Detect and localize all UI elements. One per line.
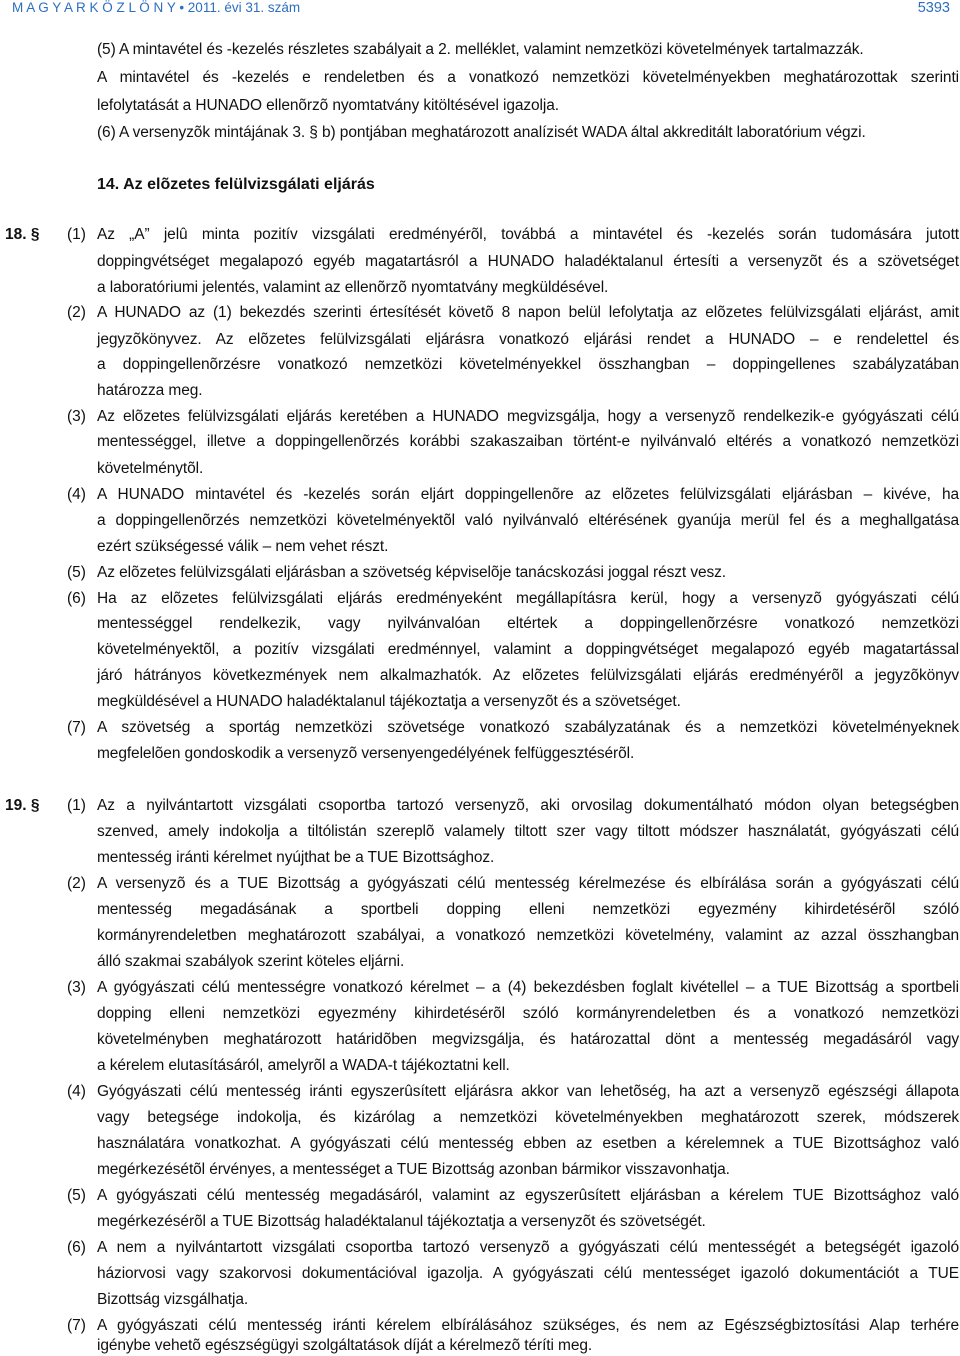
text-line: megküldésével a HUNADO haladéktalanul tájékoztatja a versenyzõt és a szövetséget.: [97, 693, 681, 710]
text-line: a laboratóriumi jelentés, valamint az ellenõrzõ nyomtatvány megküldésével.: [97, 279, 609, 296]
text-line: Bizottság vizsgálhatja.: [97, 1291, 249, 1308]
text-line: mentesség megadásának a sportbeli dopping elleni nemzetközi egyezmény kihirdetésérõl szóló: [97, 901, 959, 918]
text-line: Az „A” jelû minta pozitív vizsgálati eredményérõl, továbbá a mintavétel és -kezelés során tudomására jutott: [97, 226, 959, 243]
paragraph-number: (1): [67, 797, 86, 814]
text-line: szenved, amely indokolja a tiltólistán szereplõ valamely tiltott szer vagy tiltott módszer használatát, gyógyászati célú: [97, 823, 959, 840]
text-line: A nem a nyilvántartott vizsgálati csoportba tartozó versenyzõ a gyógyászati célú mentességét a betegségét igazoló: [97, 1239, 959, 1256]
text-line: A gyógyászati célú mentesség megadásáról, valamint az egyszerûsített eljárásban a kérelem TUE Bizottsághoz való: [97, 1187, 959, 1204]
text-line: A mintavétel és -kezelés e rendeletben és a vonatkozó nemzetközi követelményekben meghatározottak szerinti: [97, 69, 959, 86]
paragraph-number: (5): [67, 564, 86, 581]
text-line: Gyógyászati célú mentesség iránti egyszerûsített eljárásra akkor van lehetõség, ha azt a versenyzõ egészségi állapota: [97, 1083, 959, 1100]
text-line: A HUNADO mintavétel és -kezelés során eljárt doppingellenõre az elõzetes felülvizsgálati eljárásban – kivéve, ha: [97, 486, 959, 503]
text-line: a doppingellenõrzés nemzetközi követelményektõl való nyilvánvaló eltérésének gyanúja merül fel és a meghallgatása: [97, 512, 959, 529]
text-line: határozza meg.: [97, 382, 203, 399]
page-header: [12, 0, 950, 20]
text-line: követelményben meghatározott határidõben megvizsgálja, és határozattal dönt a mentesség megadásáról vagy: [97, 1031, 959, 1048]
page-number: 5393: [917, 0, 950, 16]
text-line: követelménytõl.: [97, 460, 204, 477]
text-line: A szövetség a sportág nemzetközi szövetsége vonatkozó szabályzatának és a nemzetközi követelményeknek: [97, 719, 959, 736]
text-line: járó hátrányos következmények nem alkalmazhatók. Az elõzetes felülvizsgálati eljárás eredményérõl a jegyzõkönyv: [97, 667, 959, 684]
paragraph-number: (3): [67, 979, 86, 996]
paragraph-number: (6): [67, 590, 86, 607]
paragraph-number: (2): [67, 875, 86, 892]
text-line: vagy betegsége indokolja, és kizárólag a nemzetközi követelményekben meghatározott szerek, módszerek: [97, 1109, 959, 1126]
text-line: (6) A versenyzõk mintájának 3. § b) pontjában meghatározott analízisét WADA által akkreditált laboratórium végzi.: [97, 124, 866, 141]
text-line: követelményektõl, a pozitív vizsgálati eredménnyel, valamint a doppingvétséget megalapozó egyéb magatartással: [97, 641, 959, 658]
text-line: lefolytatását a HUNADO ellenõrzõ nyomtatvány kitöltésével igazolja.: [97, 97, 559, 114]
paragraph-number: (3): [67, 408, 86, 425]
text-line: megérkezésétõl érvényes, a mentességet a TUE Bizottság azonban bármikor visszavonhatja.: [97, 1161, 730, 1178]
text-line: álló szakmai szabályok szerint köteles eljárni.: [97, 953, 405, 970]
section-heading: 14. Az elõzetes felülvizsgálati eljárás: [97, 176, 375, 193]
paragraph-number: (4): [67, 1083, 86, 1100]
text-line: megfelelõen gondoskodik a versenyzõ versenyengedélyének felfüggesztésérõl.: [97, 745, 635, 762]
text-line: (5) A mintavétel és -kezelés részletes szabályait a 2. melléklet, valamint nemzetközi követelmények tartalmazzák.: [97, 41, 864, 58]
text-line: a kérelem elutasításáról, amelyrõl a WADA-t tájékoztatni kell.: [97, 1057, 510, 1074]
section-number: 19. §: [5, 797, 40, 814]
text-line: jegyzõkönyvez. Az elõzetes felülvizsgálati eljárásra vonatkozó eljárási rendet a HUNADO – e rendelettel és: [97, 331, 959, 348]
text-line: mentesség iránti kérelmet nyújthat be a TUE Bizottsághoz.: [97, 849, 495, 866]
text-line: Az a nyilvántartott vizsgálati csoportba tartozó versenyzõ, aki orvosilag dokumentálható módon olyan betegségben: [97, 797, 959, 814]
text-line: kormányrendeletben meghatározott szabályai, a vonatkozó nemzetközi követelmény, valamint az azzal összhangban: [97, 927, 959, 944]
text-line: Ha az elõzetes felülvizsgálati eljárás eredményeként megállapításra kerül, hogy a versenyzõ gyógyászati célú: [97, 590, 959, 607]
section-number: 18. §: [5, 226, 40, 243]
text-line: háziorvosi vagy szakorvosi dokumentációval igazolja. A gyógyászati célú mentességet igazoló dokumentációt a TUE: [97, 1265, 959, 1282]
paragraph-number: (1): [67, 226, 86, 243]
text-line: Az elõzetes felülvizsgálati eljárásban a szövetség képviselõje tanácskozási joggal részt vesz.: [97, 564, 727, 581]
paragraph-number: (6): [67, 1239, 86, 1256]
text-line: A versenyzõ és a TUE Bizottság a gyógyászati célú mentesség kérelmezése és elbírálása során a gyógyászati célú: [97, 875, 959, 892]
text-line: dopping elleni nemzetközi egyezmény kihirdetésérõl szóló kormányrendeletben és a vonatkozó nemzetközi: [97, 1005, 959, 1022]
text-line: A HUNADO az (1) bekezdés szerinti értesítését követõ 8 napon belül lefolytatja az elõzetes felülvizsgálati eljárást, amit: [97, 304, 959, 321]
text-line: A gyógyászati célú mentességre vonatkozó kérelmet – a (4) bekezdésben foglalt kivétellel – a TUE Bizottság a sportbeli: [97, 979, 959, 996]
text-line: Az elõzetes felülvizsgálati eljárás keretében a HUNADO megvizsgálja, hogy a versenyzõ rendelkezik-e gyógyászati célú: [97, 408, 959, 425]
text-line: igénybe vehetõ egészségügyi szolgáltatások díját a kérelmezõ téríti meg.: [97, 1337, 593, 1354]
text-line: használatára vonatkozhat. A gyógyászati célú mentesség ebben az esetben a kérelemnek a TUE Bizottsághoz való: [97, 1135, 959, 1152]
paragraph-number: (7): [67, 1317, 86, 1334]
text-line: A gyógyászati célú mentesség iránti kérelem elbírálásához szükséges, és nem az Egészségbiztosítási Alap terhére: [97, 1317, 959, 1334]
text-line: ezért szükségessé válik – nem vehet részt.: [97, 538, 389, 555]
text-line: doppingvétséget megalapozó egyéb magatartásról a HUNADO haladéktalanul értesíti a versenyzõt és a szövetséget: [97, 253, 959, 270]
paragraph-number: (5): [67, 1187, 86, 1204]
paragraph-number: (4): [67, 486, 86, 503]
text-line: mentességgel, illetve a doppingellenõrzés korábbi szakaszaiban történt-e nyilvánvaló eltérés a vonatkozó nemzetközi: [97, 433, 959, 450]
paragraph-number: (7): [67, 719, 86, 736]
text-line: a doppingellenõrzésre vonatkozó nemzetközi követelményekkel összhangban – doppingellenes szabályzatában: [97, 356, 959, 373]
text-line: megérkezésérõl a TUE Bizottság haladéktalanul tájékoztatja a versenyzõt és szövetségét.: [97, 1213, 706, 1230]
journal-title: M A G Y A R K Ö Z L Ö N Y • 2011. évi 31. szám: [12, 0, 301, 15]
text-line: mentességgel rendelkezik, vagy nyilvánvalóan eltértek a doppingellenõrzésre vonatkozó nemzetközi: [97, 615, 959, 632]
paragraph-number: (2): [67, 304, 86, 321]
